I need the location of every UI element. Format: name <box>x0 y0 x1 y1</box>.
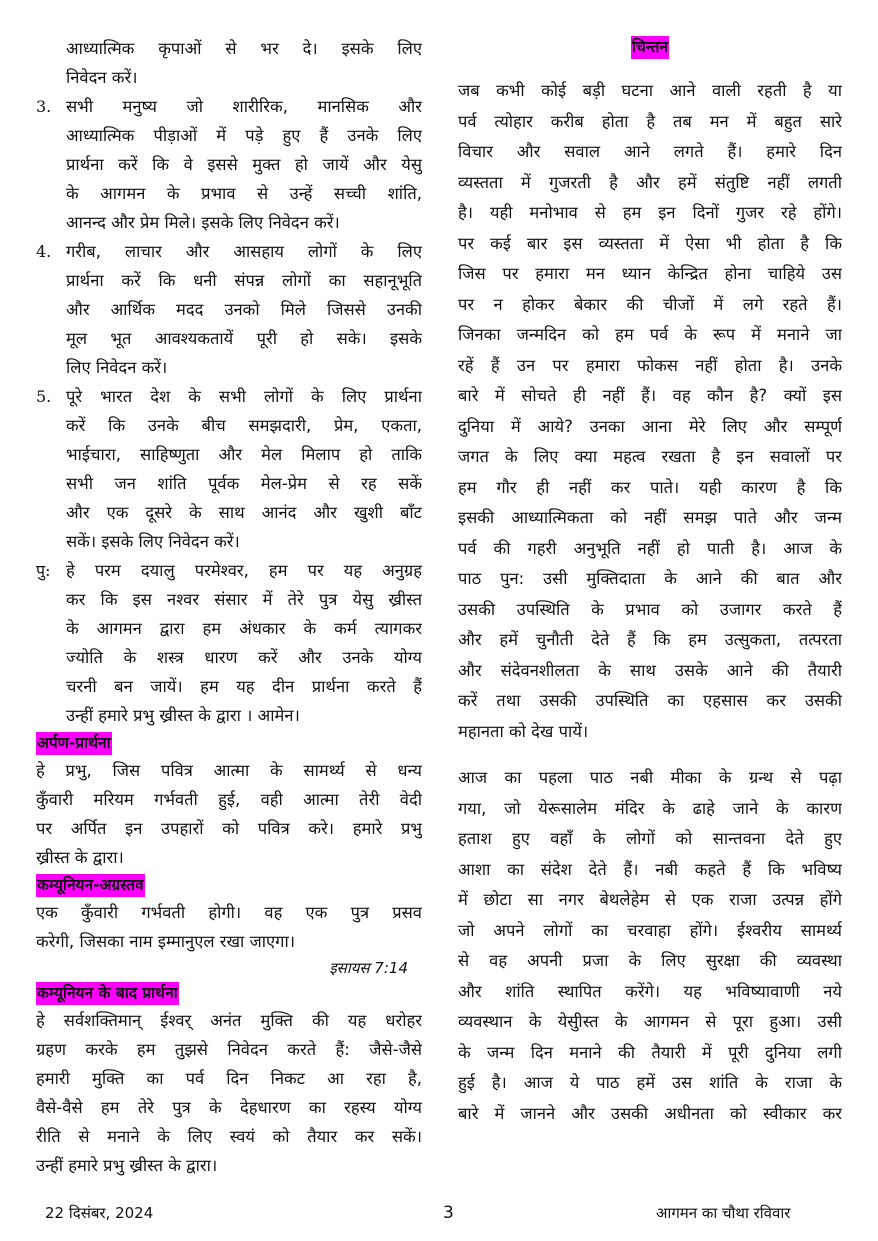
text-line: पर्व त्योहार करीब होता है तब मन में बहुत सारे <box>458 111 842 131</box>
text-line: आध्यात्मिक पीड़ाओं में पड़े हुए हैं उनके लिए <box>66 126 422 145</box>
text-line: आज का पहला पाठ नबी मीका के ग्रन्थ से पढ़ा <box>458 768 842 787</box>
text-line: पर अर्पित इन उपहारों को पवित्र करे। हमारे प्रभु <box>36 819 422 838</box>
text-line: गया, जो येरूसालेम मंदिर के ढाहे जाने के कारण <box>458 798 842 818</box>
text-line: चरनी बन जायें। हम यह दीन प्रार्थना करते हैं <box>66 677 422 696</box>
text-line: और शांति स्थापित करेंगे। यह भविष्यावाणी नये <box>458 981 842 1001</box>
text-line: करें तथा उसकी उपस्थिति का एहसास कर उसकी <box>458 691 842 710</box>
text-line: विचार और सवाल आने लगते हैं। हमारे दिन <box>458 142 842 161</box>
text-line: प्रार्थना करें कि धनी संपन्न लोगों का सहानूभूति <box>66 271 422 290</box>
text-line: आशा का संदेश देते हैं। नबी कहते हैं कि भविष्य <box>458 859 842 879</box>
left-column <box>36 34 422 1180</box>
text-line: बारे में सोचते ही नहीं हैं। वह कौन है? क्यों इस <box>458 386 842 405</box>
text-line: जिनका जन्मदिन को हम पर्व के रूप में मनाने जा <box>458 325 842 344</box>
text-line: लिए निवेदन करें। <box>66 358 168 377</box>
text-line: ग्रहण करके हम तुझसे निवेदन करते हैं: जैसे-जैसे <box>36 1040 422 1059</box>
reflection-paragraph-1 <box>458 76 842 747</box>
text-line: व्यवस्थान के येसुीस्त के आगमन से पूरा हुआ। उसी <box>458 1012 842 1031</box>
text-line: के आगमन के प्रभाव से उन्हें सच्ची शांति, <box>66 184 422 203</box>
text-line: जगत के लिए क्या महत्व रखता है इन सवालों पर <box>458 447 842 466</box>
text-line: दुनिया में आये? उनका आना मेरे लिए और सम्पूर्ण <box>458 416 842 436</box>
text-line: है। यही मनोभाव से हम इन दिनों गुजर रहे होंगे। <box>458 203 842 222</box>
text-line: के आगमन द्वारा हम अंधकार के कर्म त्यागकर <box>66 619 422 638</box>
intercession-item <box>36 382 422 556</box>
text-line: महानता को देख पायें। <box>458 721 589 741</box>
reflection-heading-row <box>458 36 842 76</box>
text-line: और संदेवनशीलता के साथ उसके आने की तैयारी <box>458 660 842 680</box>
text-line: जिस पर हमारा मन ध्यान केन्द्रित होना चाहिये उस <box>458 264 842 283</box>
item-number: 5. <box>36 387 52 406</box>
text-line: हुई है। आज ये पाठ हमें उस शांति के राजा के <box>458 1073 842 1092</box>
text-line: कुँवारी मरियम गर्भवती हुई, वही आत्मा तेरी वेदी <box>36 790 422 809</box>
post-communion-heading: कम्यूनियन के बाद प्रार्थना <box>36 982 179 1005</box>
offertory-heading: अर्पण-प्रार्थना <box>36 732 112 755</box>
text-line: उसकी उपस्थिति के प्रभाव को उजागर करते हैं <box>458 599 842 619</box>
text-line: सकें। इसके लिए निवेदन करें। <box>66 532 240 551</box>
footer-title: आगमन का चौथा रविवार <box>656 1204 791 1222</box>
text-line: कर कि इस नश्वर संसार में तेरे पुत्र येसु ख्रीस्त <box>66 590 422 609</box>
footer-date: 22 दिसंबर, 2024 <box>45 1204 154 1222</box>
text-line: वैसे-वैसे हम तेरे पुत्र के देहधारण का रहस्य योग्य <box>36 1098 422 1117</box>
communion-antiphon-heading-row <box>36 872 422 898</box>
intercession-continuation <box>36 34 422 92</box>
page-footer <box>0 1200 878 1226</box>
intercession-item <box>36 556 422 730</box>
text-line: जो अपने लोगों का चरवाहा होंगे। ईश्वरीय सामर्थ्य <box>458 920 842 940</box>
text-line: ज्योति के शस्त्र धारण करें और उनके योग्य <box>66 648 422 667</box>
communion-antiphon-text <box>36 898 422 956</box>
text-line: आनन्द और प्रेम मिले। इसके लिए निवेदन करें। <box>66 213 340 232</box>
text-line: इसकी आध्यात्मिकता को नहीं समझ पाते और जन्म <box>458 508 842 527</box>
text-line: से वह अपनी प्रजा के लिए सुरक्षा की व्यवस्था <box>458 951 842 970</box>
text-line: पर न होकर बेकार की चीजों में लगे रहते हैं। <box>458 294 842 314</box>
text-line: के जन्म दिन मनाने की तैयारी में पूरी दुनिया लगी <box>458 1042 842 1062</box>
offertory-heading-row <box>36 730 422 756</box>
item-number: 4. <box>36 242 52 261</box>
text-line: मूल भूत आवश्यकतायें पूरी हो सके। इसके <box>66 329 422 348</box>
paragraph-gap <box>458 747 842 763</box>
intercession-item <box>36 237 422 382</box>
text-line: निवेदन करें। <box>66 68 138 87</box>
text-line: हम गौर ही नहीं कर पाते। यही कारण है कि <box>458 477 842 497</box>
intercession-item <box>36 92 422 237</box>
reflection-heading: चिन्तन <box>631 36 669 59</box>
text-line: और आर्थिक मदद उनको मिले जिससे उनकी <box>66 300 422 319</box>
text-line: पर कई बार इस व्यस्तता में ऐसा भी होता है कि <box>458 233 842 253</box>
text-line: करें कि उनके बीच समझदारी, प्रेम, एकता, <box>66 416 422 435</box>
text-line: एक कुँवारी गर्भवती होगी। वह एक पुत्र प्रसव <box>36 903 422 922</box>
text-line: हताश हुए वहाँ के लोगों को सान्तवना देते हुए <box>458 829 842 848</box>
post-communion-prayer <box>36 1006 422 1180</box>
text-line: उन्हीं हमारे प्रभु ख्रीस्त के द्वारा। <box>36 1156 218 1175</box>
text-line: हे परम दयालु परमेश्वर, हम पर यह अनुग्रह <box>66 561 422 580</box>
offertory-prayer <box>36 756 422 872</box>
text-line: पाठ पुन: उसी मुक्तिदाता के आने की बात और <box>458 569 842 588</box>
item-number: 3. <box>36 97 52 116</box>
text-line: व्यस्तता में गुजरती है और हमें संतुष्टि नहीं लगती <box>458 172 842 192</box>
right-column <box>458 36 842 1129</box>
text-line: उन्हीं हमारे प्रभु ख्रीस्त के द्वारा । आमेन। <box>66 706 300 725</box>
text-line: रहें हैं उन पर हमारा फोकस नहीं होता है। उनके <box>458 355 842 375</box>
text-line: ख्रीस्त के द्वारा। <box>36 848 124 867</box>
communion-antiphon-heading: कम्यूनियन-अग्रस्तव <box>36 874 145 897</box>
text-line: भाईचारा, साहिष्णुता और मेल मिलाप हो ताकि <box>66 445 422 464</box>
text-line: और हमें चुनौती देते हैं कि हम उत्सुकता, तत्परता <box>458 630 842 649</box>
text-line: हमारी मुक्ति का पर्व दिन निकट आ रहा है, <box>36 1069 422 1088</box>
text-line: हे प्रभु, जिस पवित्र आत्मा के सामर्थ्य से धन्य <box>36 761 422 780</box>
reflection-paragraph-2 <box>458 763 842 1129</box>
text-line: पर्व की गहरी अनुभूति नहीं हो पाती है। आज के <box>458 538 842 558</box>
text-line: गरीब, लाचार और आसहाय लोगों के लिए <box>66 242 422 261</box>
text-line: करेगी, जिसका नाम इम्मानुएल रखा जाएगा। <box>36 932 295 951</box>
text-line: जब कभी कोई बड़ी घटना आने वाली रहती है या <box>458 81 842 100</box>
text-line: हे सर्वशक्तिमान् ईश्वर् अनंत मुक्ति की यह धरोहर <box>36 1011 422 1030</box>
text-line: सभी जन शांति पूर्वक मेल-प्रेम से रह सकें <box>66 474 422 493</box>
page-number: 3 <box>443 1203 454 1223</box>
intercession-list <box>36 92 422 730</box>
text-line: सभी मनुष्य जो शारीरिक, मानसिक और <box>66 97 422 116</box>
text-line: और एक दूसरे के साथ आनंद और खुशी बाँट <box>66 503 422 522</box>
text-line: बारे में जानने और उसकी अधीनता को स्वीकार कर <box>458 1103 842 1123</box>
text-line: रीति से मनाने के लिए स्वयं को तैयार कर सकें। <box>36 1127 422 1146</box>
post-communion-heading-row <box>36 980 422 1006</box>
text-line: प्रार्थना करें कि वे इससे मुक्त हो जायें और येसु <box>66 155 422 174</box>
text-line: में छोटा सा नगर बेथलेहेम से एक राजा उत्पन्न होंगे <box>458 890 842 909</box>
text-line: पूरे भारत देश के सभी लोगों के लिए प्रार्थना <box>66 387 422 406</box>
item-number: पु: <box>36 561 51 580</box>
scripture-reference: इसायस 7:14 <box>329 959 408 977</box>
text-line: आध्यात्मिक कृपाओं से भर दे। इसके लिए <box>66 39 422 58</box>
